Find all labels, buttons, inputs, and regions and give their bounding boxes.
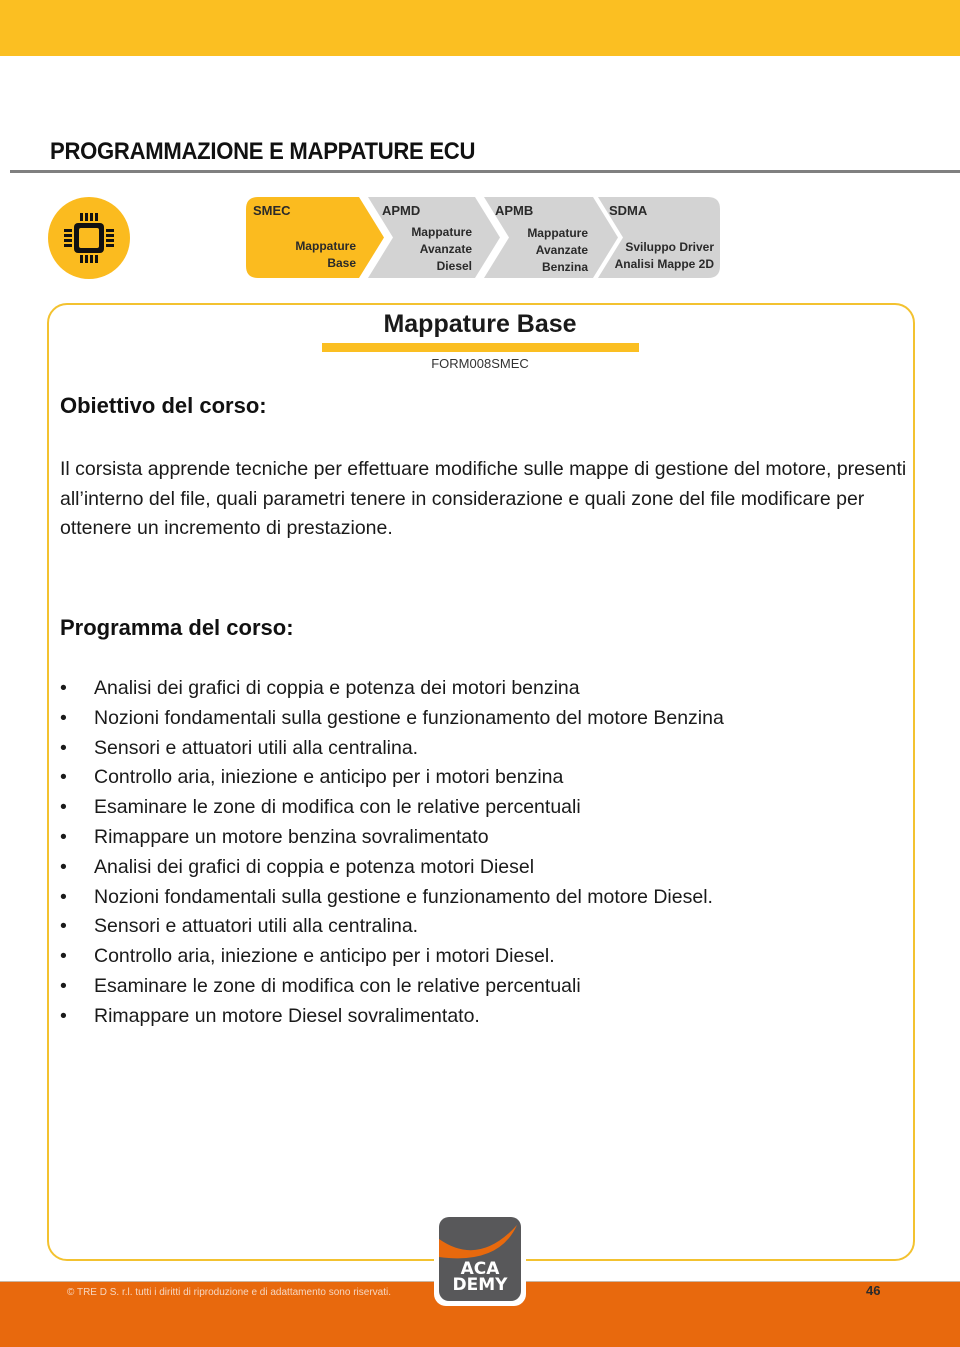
bullet-icon: • bbox=[60, 736, 67, 759]
objective-text: Il corsista apprende tecniche per effettuare modifiche sulle mappe di gestione del motore, presenti all’interno del file, quali parametri tenere in considerazione e quali zone del file modificare per ottenere un incremento di prestazione. bbox=[60, 458, 907, 540]
step-code: SMEC bbox=[253, 203, 291, 218]
list-item: • Controllo aria, iniezione e anticipo per i motori benzina bbox=[60, 763, 910, 793]
list-item: • Esaminare le zone di modifica con le relative percentuali bbox=[60, 972, 910, 1002]
list-item: • Sensori e attuatori utili alla centralina. bbox=[60, 734, 910, 764]
step-code: APMB bbox=[495, 203, 534, 218]
list-item: • Rimappare un motore Diesel sovralimentato. bbox=[60, 1002, 910, 1032]
bullet-icon: • bbox=[60, 706, 67, 729]
step-code: APMD bbox=[382, 203, 421, 218]
step-sdma[interactable] bbox=[598, 197, 720, 278]
list-item: • Rimappare un motore benzina sovralimentato bbox=[60, 823, 910, 853]
list-item: • Controllo aria, iniezione e anticipo per i motori Diesel. bbox=[60, 942, 910, 972]
top-accent-bar bbox=[0, 0, 960, 56]
course-path-steps bbox=[246, 197, 720, 278]
academy-logo bbox=[434, 1214, 526, 1306]
list-item: • Nozioni fondamentali sulla gestione e funzionamento del motore Diesel. bbox=[60, 883, 910, 913]
list-item: • Nozioni fondamentali sulla gestione e funzionamento del motore Benzina bbox=[60, 704, 910, 734]
step-description: Mappature Avanzate Diesel bbox=[411, 225, 472, 273]
microchip-icon bbox=[48, 197, 130, 279]
bullet-icon: • bbox=[60, 796, 67, 819]
bullet-icon: • bbox=[60, 1004, 67, 1027]
title-divider bbox=[10, 170, 960, 173]
program-heading: Programma del corso: bbox=[60, 615, 294, 640]
bullet-icon: • bbox=[60, 945, 67, 968]
page-number: 46 bbox=[866, 1283, 881, 1298]
list-item: • Analisi dei grafici di coppia e potenza motori Diesel bbox=[60, 853, 910, 883]
logo-line1: ACA bbox=[460, 1259, 500, 1279]
course-title-underline bbox=[322, 343, 639, 352]
bullet-icon: • bbox=[60, 855, 67, 878]
page-title: PROGRAMMAZIONE E MAPPATURE ECU bbox=[50, 138, 476, 165]
list-item: • Analisi dei grafici di coppia e potenza dei motori benzina bbox=[60, 674, 910, 704]
objective-heading: Obiettivo del corso: bbox=[60, 393, 267, 418]
step-description: Sviluppo Driver Analisi Mappe 2D bbox=[614, 240, 714, 271]
list-item: • Esaminare le zone di modifica con le relative percentuali bbox=[60, 793, 910, 823]
bullet-icon: • bbox=[60, 677, 67, 699]
step-apmd[interactable] bbox=[368, 197, 500, 278]
bullet-icon: • bbox=[60, 974, 67, 997]
step-description: Mappature Base bbox=[295, 239, 356, 270]
course-title: Mappature Base bbox=[383, 310, 577, 338]
list-item: • Sensori e attuatori utili alla centralina. bbox=[60, 912, 910, 942]
bullet-icon: • bbox=[60, 915, 67, 938]
logo-line2: DEMY bbox=[452, 1275, 508, 1295]
bullet-icon: • bbox=[60, 885, 67, 908]
step-smec[interactable] bbox=[246, 197, 384, 278]
bullet-icon: • bbox=[60, 766, 67, 789]
bullet-icon: • bbox=[60, 825, 67, 848]
course-code: FORM008SMEC bbox=[431, 356, 529, 371]
program-list bbox=[60, 674, 910, 1032]
copyright-text: © TRE D S. r.l. tutti i diritti di riproduzione e di adattamento sono riservati. bbox=[67, 1287, 391, 1298]
step-description: Mappature Avanzate Benzina bbox=[527, 226, 588, 274]
step-code: SDMA bbox=[609, 203, 648, 218]
